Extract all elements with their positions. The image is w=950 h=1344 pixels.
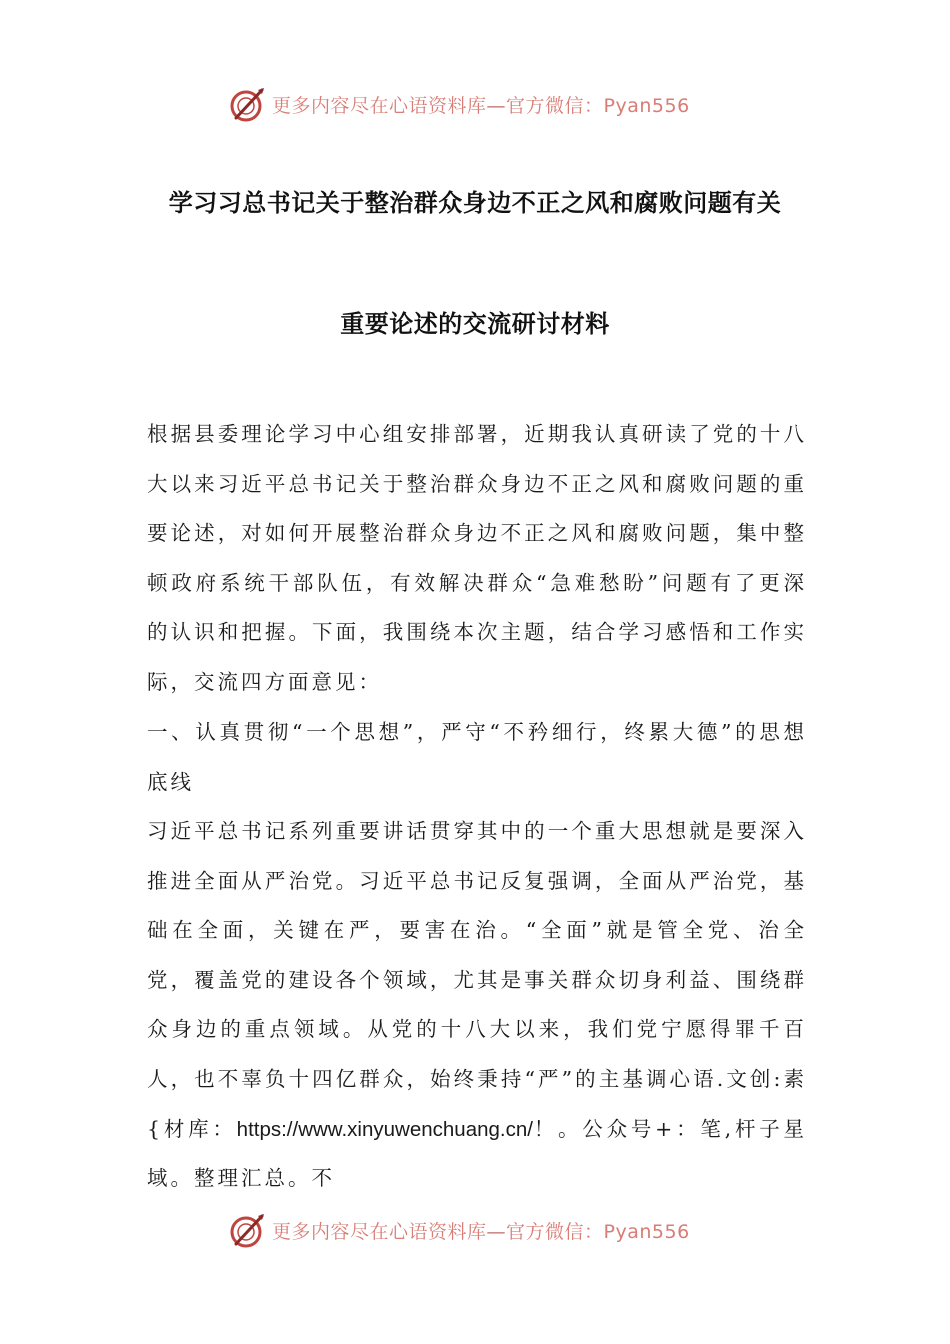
paragraph-url-link[interactable]: https://www.xinyuwenchuang.cn/ <box>236 1117 533 1141</box>
watermark-text <box>272 1217 690 1244</box>
section-heading-1: 一、认真贯彻“一个思想”，严守“不矜细行，终累大德”的思想底线 <box>147 720 807 794</box>
watermark-separator: — <box>486 1220 507 1243</box>
watermark-banner-top <box>228 82 690 126</box>
paragraph-section-1-tail: ！。公众号+：笔,杆子星域。整理汇总。不 <box>147 1116 807 1191</box>
paragraph-intro: 根据县委理论学习中心组安排部署，近期我认真研读了党的十八大以来习近平总书记关于整治群众身边不正之风和腐败问题的重要论述，对如何开展整治群众身边不正之风和腐败问题，集中整顿政府系统干部队伍，有效解决群众“急难愁盼”问题有了更深的认识和把握。下面，我围绕本次主题，结合学习感悟和工作实际，交流四方面意见： <box>147 422 807 694</box>
watermark-library-name: 更多内容尽在心语资料库 <box>272 1220 487 1243</box>
watermark-text <box>272 91 690 118</box>
watermark-wechat-label: 官方微信： <box>506 94 604 117</box>
watermark-handle: Pyan556 <box>603 94 690 117</box>
watermark-handle: Pyan556 <box>603 1220 690 1243</box>
paragraph-section-1-text: 习近平总书记系列重要讲话贯穿其中的一个重大思想就是要深入推进全面从严治党。习近平总书记反复强调，全面从严治党，基础在全面，关键在严，要害在治。“全面”就是管全党、治全党，覆盖党的建设各个领域，尤其是事关群众切身利益、围绕群众身边的重点领域。从党的十八大以来，我们党宁愿得罪千百人，也不辜负十四亿群众，始终秉持“严”的主基调心语.文创:素{材库： <box>147 819 807 1141</box>
pen-logo-icon <box>228 1210 268 1250</box>
pen-logo-icon <box>228 84 268 124</box>
document-title-line1: 学习习总书记关于整治群众身边不正之风和腐败问题有关 <box>168 188 782 217</box>
watermark-wechat-label: 官方微信： <box>506 1220 604 1243</box>
document-title-line2: 重要论述的交流研讨材料 <box>340 309 610 338</box>
paragraph-section-1 <box>147 807 807 1204</box>
watermark-separator: — <box>486 94 507 117</box>
watermark-library-name: 更多内容尽在心语资料库 <box>272 94 487 117</box>
watermark-banner-bottom <box>228 1208 690 1252</box>
